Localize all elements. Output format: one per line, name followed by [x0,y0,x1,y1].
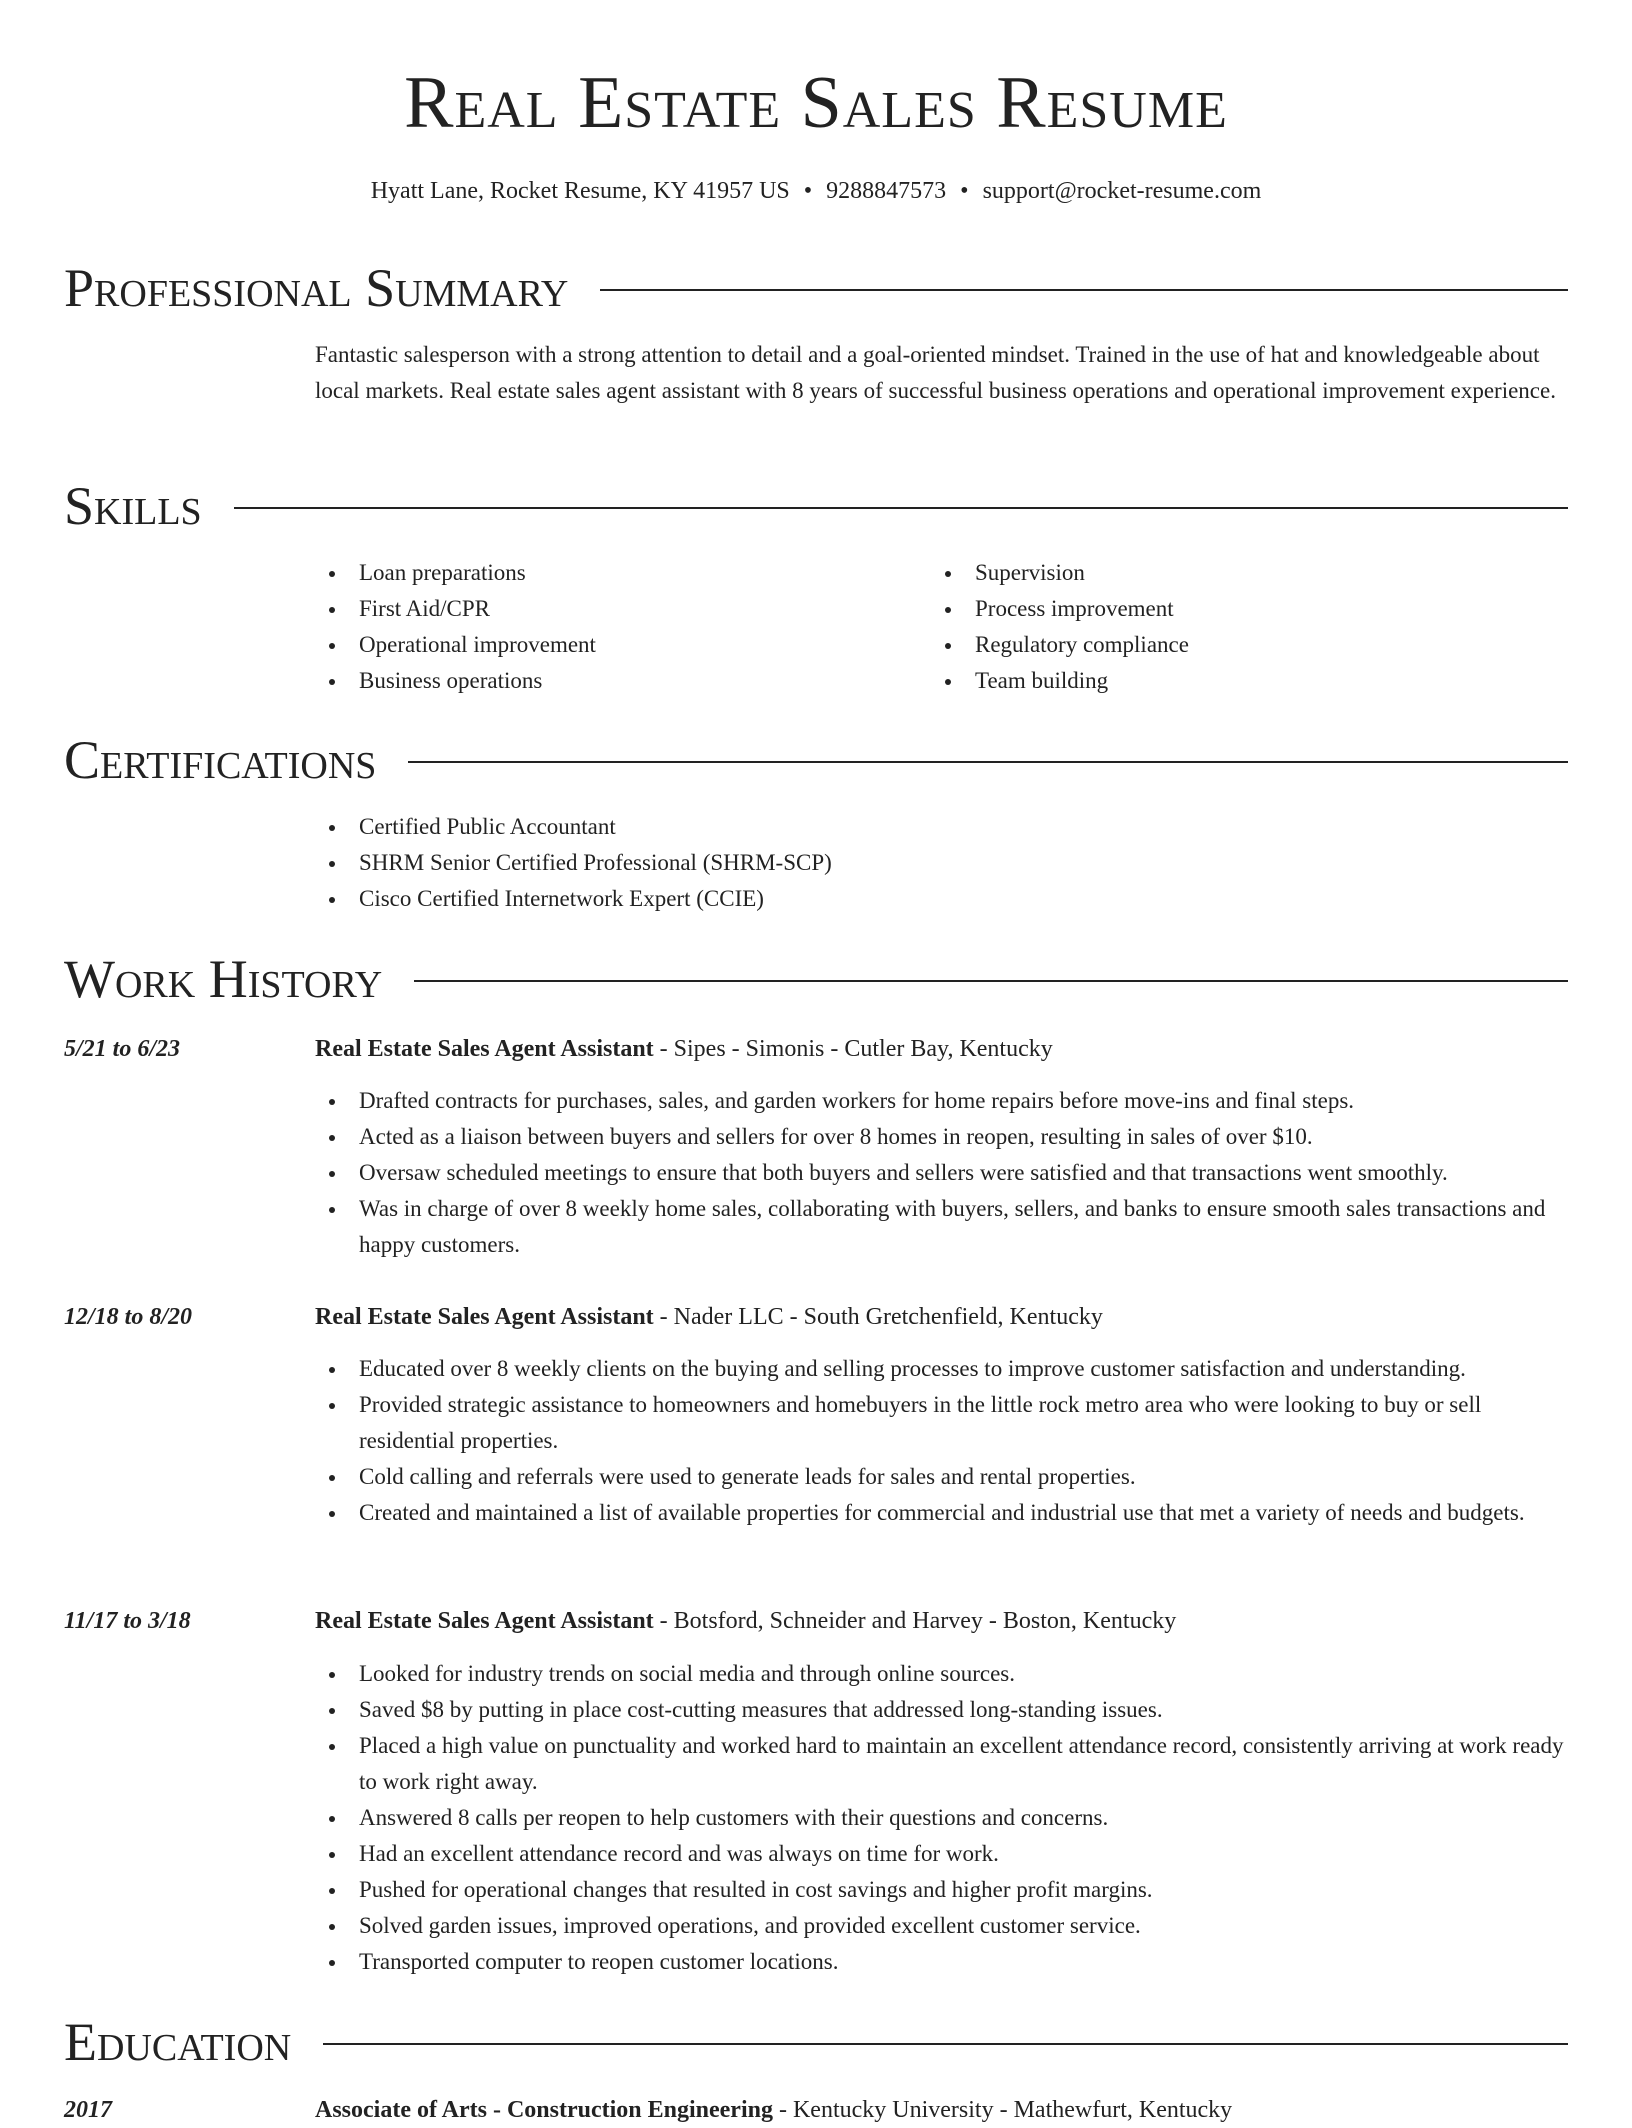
summary-text: Fantastic salesperson with a strong attention to detail and a goal-oriented mindset. Trained in the use of hat and knowledgeable about local markets. Real estate sales agent assistant with 8 years of successful business operations and operational improvement experience. [315,342,1556,403]
education-section-header [64,2010,1568,2074]
job-employer: - Nader LLC - South Gretchenfield, Kentucky [653,1304,1103,1330]
section-heading: Work History [64,949,383,1009]
job-bullets [315,1083,1570,1263]
job-bullets [315,1656,1570,1980]
skill-item: First Aid/CPR [315,591,915,627]
job-bullet: Educated over 8 weekly clients on the buying and selling processes to improve customer satisfaction and understanding. [315,1351,1570,1387]
job-bullet: Acted as a liaison between buyers and sellers for over 8 homes in reopen, resulting in sales of over $10. [315,1119,1570,1155]
contact-address: Hyatt Lane, Rocket Resume, KY 41957 US [370,178,790,204]
certification-item: SHRM Senior Certified Professional (SHRM-SCP) [315,845,1570,881]
job-bullet: Oversaw scheduled meetings to ensure that both buyers and sellers were satisfied and that transactions went smoothly. [315,1155,1570,1191]
contact-phone: 9288847573 [826,178,947,204]
job-bullet: Solved garden issues, improved operations, and provided excellent customer service. [315,1908,1570,1944]
summary-section-header [64,256,1568,320]
job-title: Real Estate Sales Agent Assistant [315,1304,654,1330]
job-bullet: Had an excellent attendance record and was always on time for work. [315,1836,1570,1872]
education-date: 2017 [64,2097,112,2123]
job-heading [315,1603,1176,1639]
skill-item: Supervision [931,555,1531,591]
job-bullet: Transported computer to reopen customer locations. [315,1944,1570,1980]
certifications-section-header [64,728,1568,792]
section-divider [414,980,1568,982]
education-school: - Kentucky University - Mathewfurt, Kentucky [772,2097,1233,2123]
job-bullet: Pushed for operational changes that resulted in cost savings and higher profit margins. [315,1872,1570,1908]
resume-title: Real Estate Sales Resume [404,62,1228,144]
certification-item: Certified Public Accountant [315,809,1570,845]
job-employer: - Sipes - Simonis - Cutler Bay, Kentucky [653,1036,1053,1062]
skill-item: Loan preparations [315,555,915,591]
skills-section-header [64,474,1568,538]
education-degree: Associate of Arts - Construction Engineering [315,2097,773,2123]
skill-item: Process improvement [931,591,1531,627]
section-divider [234,507,1568,509]
job-employer: - Botsford, Schneider and Harvey - Boston, Kentucky [653,1608,1177,1634]
skill-item: Operational improvement [315,627,915,663]
job-bullet: Drafted contracts for purchases, sales, and garden workers for home repairs before move-ins and final steps. [315,1083,1570,1119]
certification-item: Cisco Certified Internetwork Expert (CCIE) [315,881,1570,917]
job-bullet: Saved $8 by putting in place cost-cutting measures that addressed long-standing issues. [315,1692,1570,1728]
section-heading: Skills [64,476,202,536]
job-bullet: Placed a high value on punctuality and worked hard to maintain an excellent attendance record, consistently arriving at work ready to work right away. [315,1728,1570,1800]
skills-list-left [315,555,915,699]
job-bullet: Looked for industry trends on social media and through online sources. [315,1656,1570,1692]
job-date: 11/17 to 3/18 [64,1608,191,1634]
job-bullet: Cold calling and referrals were used to generate leads for sales and rental properties. [315,1459,1570,1495]
section-divider [600,289,1568,291]
section-divider [323,2043,1568,2045]
section-heading: Professional Summary [64,258,569,318]
contact-separator: • [960,178,969,204]
contact-line [0,174,1632,208]
education-heading [315,2092,1232,2128]
job-title: Real Estate Sales Agent Assistant [315,1608,654,1634]
job-date: 5/21 to 6/23 [64,1036,181,1062]
skill-item: Regulatory compliance [931,627,1531,663]
section-heading: Education [64,2012,292,2072]
contact-email: support@rocket-resume.com [982,178,1262,204]
section-heading: Certifications [64,730,377,790]
job-bullets [315,1351,1570,1531]
job-date: 12/18 to 8/20 [64,1304,193,1330]
job-bullet: Answered 8 calls per reopen to help customers with their questions and concerns. [315,1800,1570,1836]
skill-item: Business operations [315,663,915,699]
contact-separator: • [803,178,813,204]
certifications-list [315,809,1570,917]
job-bullet: Provided strategic assistance to homeowners and homebuyers in the little rock metro area who were looking to buy or sell residential properties. [315,1387,1570,1459]
job-heading [315,1031,1053,1067]
job-heading [315,1299,1103,1335]
job-bullet: Created and maintained a list of available properties for commercial and industrial use that met a variety of needs and budgets. [315,1495,1570,1531]
skill-item: Team building [931,663,1531,699]
skills-list-right [931,555,1531,699]
section-divider [408,761,1568,763]
job-bullet: Was in charge of over 8 weekly home sales, collaborating with buyers, sellers, and banks to ensure smooth sales transactions and happy customers. [315,1191,1570,1263]
job-title: Real Estate Sales Agent Assistant [315,1036,654,1062]
work-section-header [64,947,1568,1011]
